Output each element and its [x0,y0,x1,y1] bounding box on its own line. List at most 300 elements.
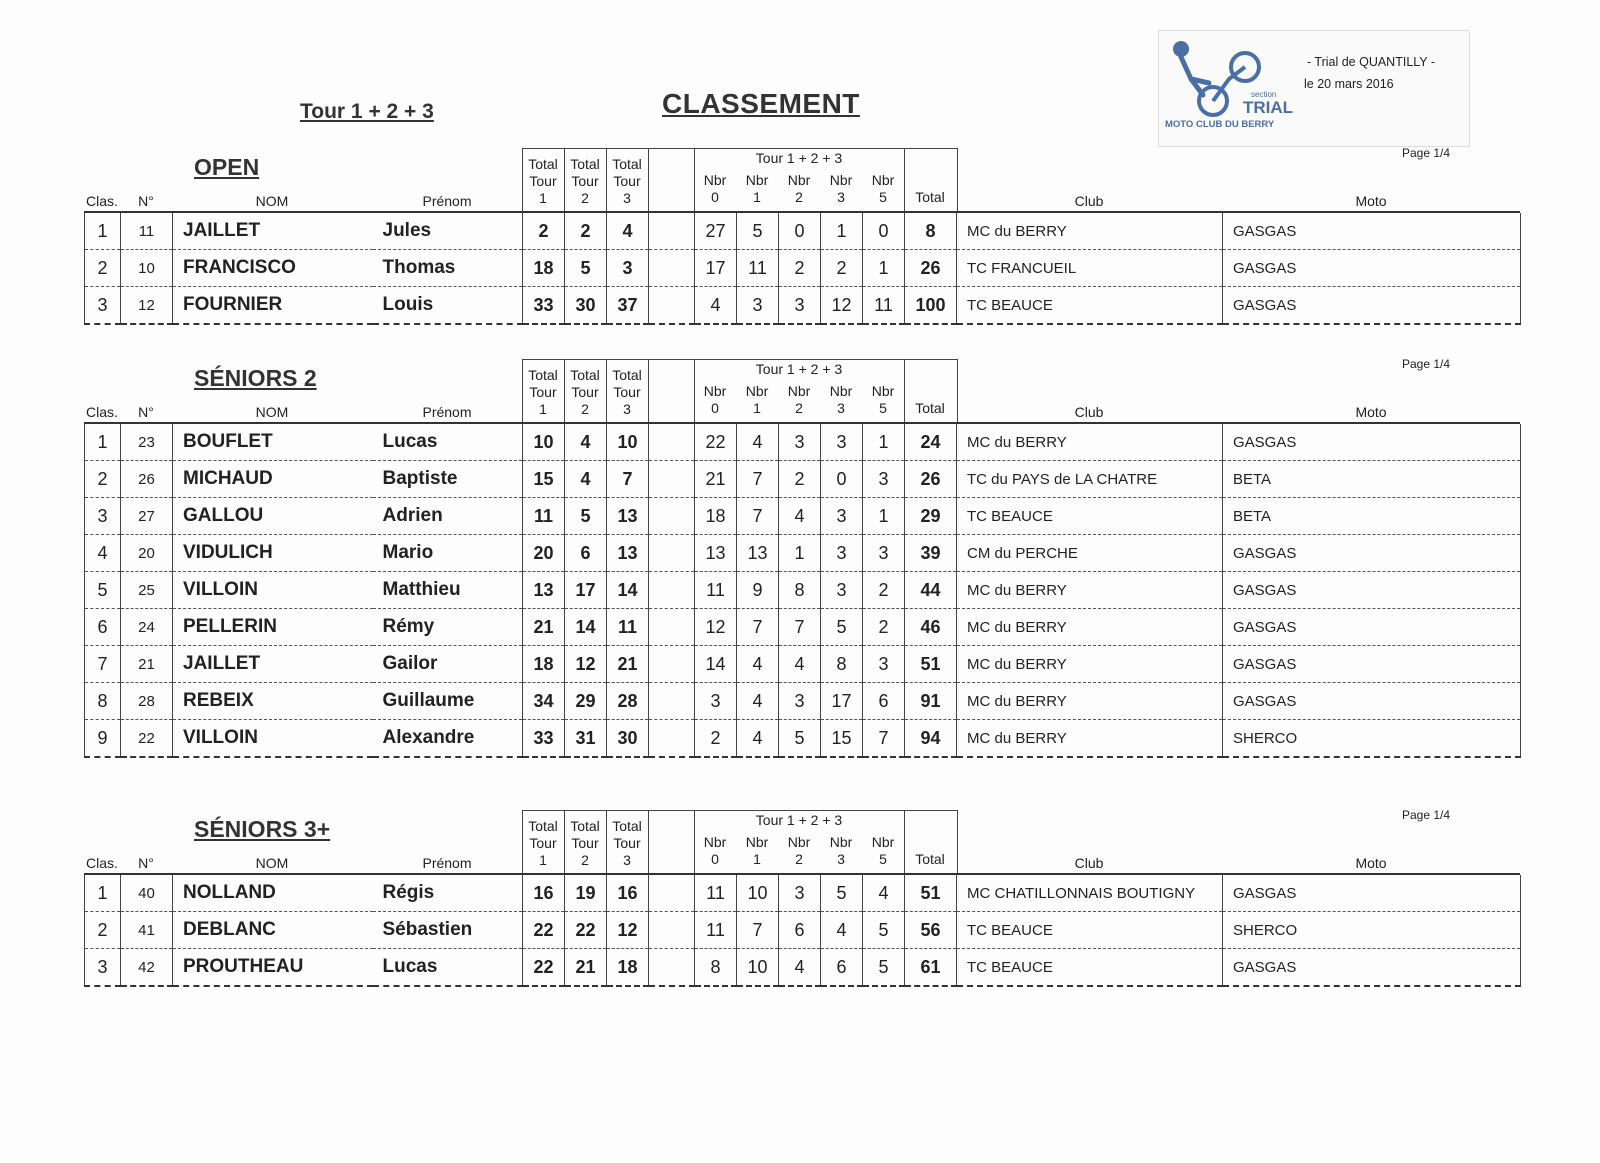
cell-nbr-0: 8 [695,949,737,987]
cell-rank: 6 [85,609,121,646]
table-row [85,461,1521,498]
cell-last-name: MICHAUD [173,461,373,498]
cell-total-tour-1: 21 [523,609,565,646]
nbr-word: Nbr [871,834,895,850]
cell-nbr-1: 9 [737,572,779,609]
cell-club: TC du PAYS de LA CHATRE [957,461,1223,498]
spacer-cell [649,912,695,949]
col-header-nbr [820,834,862,868]
cell-nbr-2: 1 [779,535,821,572]
col-header-nbr [694,834,736,868]
cell-club: MC CHATILLONNAIS BOUTIGNY [957,875,1223,912]
cell-nbr-2: 3 [779,875,821,912]
cell-total: 26 [905,250,957,287]
cell-rank: 3 [85,949,121,987]
cell-total-tour-3: 12 [607,912,649,949]
page-number: Page 1/4 [1402,146,1451,160]
cell-club: MC du BERRY [957,683,1223,720]
tour-word: Tour [529,835,557,851]
cell-total: 29 [905,498,957,535]
cell-nbr-2: 2 [779,250,821,287]
cell-nbr-1: 3 [737,287,779,325]
tour-number: 3 [623,190,631,206]
cell-total: 39 [905,535,957,572]
cell-first-name: Gailor [373,646,523,683]
event-date: le 20 mars 2016 [1304,77,1394,91]
cell-rank: 2 [85,250,121,287]
cell-total-tour-2: 19 [565,875,607,912]
cell-total-tour-2: 4 [565,461,607,498]
event-logo-box [1158,30,1470,147]
tour-word: Tour [613,384,641,400]
cell-nbr-5: 11 [863,287,905,325]
spacer-cell [649,646,695,683]
cell-total-tour-1: 18 [523,646,565,683]
nbr-word: Nbr [871,383,895,399]
nbr-word: Nbr [829,834,853,850]
cell-nbr-3: 5 [821,875,863,912]
cell-last-name: BOUFLET [173,424,373,461]
cell-last-name: GALLOU [173,498,373,535]
cell-rank: 5 [85,572,121,609]
col-header-moto: Moto [1355,193,1387,209]
cell-total-tour-3: 16 [607,875,649,912]
nbr-word: Nbr [787,383,811,399]
header-separator [648,148,649,212]
nbr-word: Nbr [703,172,727,188]
cell-total-tour-3: 14 [607,572,649,609]
cell-nbr-2: 7 [779,609,821,646]
table-row [85,646,1521,683]
cell-total-tour-1: 33 [523,720,565,758]
cell-total-tour-3: 4 [607,213,649,250]
cell-number: 11 [121,213,173,250]
col-header-group: Tour 1 + 2 + 3 [755,150,843,166]
tour-number: 1 [539,401,547,417]
col-header-total-tour [606,818,648,869]
cell-nbr-0: 11 [695,572,737,609]
tour-word: Tour [571,384,599,400]
nbr-number: 0 [711,400,719,416]
cell-first-name: Thomas [373,250,523,287]
nbr-word: Nbr [745,834,769,850]
cell-rank: 1 [85,875,121,912]
col-header-total-tour [522,367,564,418]
cell-club: TC BEAUCE [957,912,1223,949]
nbr-number: 0 [711,851,719,867]
col-header-club: Club [1074,193,1104,209]
cell-moto: GASGAS [1223,875,1521,912]
cell-nbr-1: 4 [737,720,779,758]
cell-rank: 2 [85,461,121,498]
cell-rank: 8 [85,683,121,720]
cell-number: 23 [121,424,173,461]
cell-total-tour-3: 7 [607,461,649,498]
cell-nbr-1: 4 [737,646,779,683]
cell-total-tour-1: 15 [523,461,565,498]
cell-nbr-1: 7 [737,498,779,535]
page-number: Page 1/4 [1402,357,1451,371]
col-header-nbr [820,172,862,206]
table-row [85,949,1521,987]
cell-nbr-3: 1 [821,213,863,250]
cell-club: MC du BERRY [957,609,1223,646]
col-header-nbr [736,172,778,206]
col-header-total: Total [915,851,945,867]
cell-nbr-1: 11 [737,250,779,287]
cell-total-tour-2: 17 [565,572,607,609]
cell-moto: BETA [1223,498,1521,535]
cell-nbr-3: 8 [821,646,863,683]
svg-text:MOTO CLUB DU BERRY: MOTO CLUB DU BERRY [1165,119,1275,130]
cell-last-name: VILLOIN [173,720,373,758]
cell-nbr-2: 3 [779,287,821,325]
cell-number: 25 [121,572,173,609]
cell-club: TC BEAUCE [957,498,1223,535]
nbr-number: 5 [879,400,887,416]
cell-nbr-3: 3 [821,498,863,535]
cell-rank: 1 [85,424,121,461]
cell-first-name: Lucas [373,424,523,461]
cell-moto: GASGAS [1223,949,1521,987]
table-row [85,250,1521,287]
nbr-number: 1 [753,851,761,867]
svg-text:section: section [1251,90,1277,99]
cell-first-name: Jules [373,213,523,250]
col-header-prenom: Prénom [422,855,472,871]
col-header-nom: NOM [255,193,289,209]
nbr-word: Nbr [787,172,811,188]
col-header-prenom: Prénom [422,404,472,420]
col-header-total: Total [915,400,945,416]
tour-word: Tour [529,384,557,400]
cell-nbr-2: 3 [779,683,821,720]
tour-word: Tour [529,173,557,189]
cell-nbr-2: 4 [779,949,821,987]
cell-total-tour-3: 37 [607,287,649,325]
cell-nbr-0: 21 [695,461,737,498]
col-header-nom: NOM [255,404,289,420]
tour-number: 2 [581,401,589,417]
col-header-nbr [862,172,904,206]
cell-nbr-3: 3 [821,535,863,572]
table-row [85,572,1521,609]
cell-moto: GASGAS [1223,250,1521,287]
cell-moto: GASGAS [1223,424,1521,461]
cell-nbr-3: 17 [821,683,863,720]
cell-last-name: FRANCISCO [173,250,373,287]
spacer-cell [649,535,695,572]
cell-total-tour-1: 34 [523,683,565,720]
col-header-group: Tour 1 + 2 + 3 [755,361,843,377]
cell-total: 8 [905,213,957,250]
cell-moto: GASGAS [1223,609,1521,646]
cell-total-tour-2: 12 [565,646,607,683]
cell-nbr-3: 3 [821,572,863,609]
cell-first-name: Louis [373,287,523,325]
cell-total-tour-3: 3 [607,250,649,287]
col-header-total-tour [564,818,606,869]
table-row [85,498,1521,535]
cell-nbr-5: 0 [863,213,905,250]
cell-total-tour-3: 11 [607,609,649,646]
col-header-total: Total [915,189,945,205]
col-header-nbr [736,383,778,417]
cell-club: MC du BERRY [957,572,1223,609]
cell-moto: SHERCO [1223,720,1521,758]
col-header-nbr [778,172,820,206]
cell-nbr-5: 4 [863,875,905,912]
header-separator [648,810,649,874]
section-title: SÉNIORS 3+ [194,816,331,842]
cell-nbr-5: 3 [863,646,905,683]
cell-total-tour-1: 2 [523,213,565,250]
nbr-number: 3 [837,851,845,867]
cell-total: 56 [905,912,957,949]
nbr-word: Nbr [703,383,727,399]
results-table [84,213,1521,325]
col-header-club: Club [1074,855,1104,871]
tour-number: 2 [581,852,589,868]
cell-total-tour-2: 29 [565,683,607,720]
cell-total-tour-1: 18 [523,250,565,287]
cell-moto: SHERCO [1223,912,1521,949]
cell-moto: GASGAS [1223,683,1521,720]
svg-text:TRIAL: TRIAL [1243,98,1294,117]
col-header-total-tour [564,156,606,207]
cell-nbr-0: 11 [695,912,737,949]
cell-moto: GASGAS [1223,535,1521,572]
cell-nbr-5: 6 [863,683,905,720]
cell-total-tour-2: 5 [565,250,607,287]
cell-nbr-5: 5 [863,949,905,987]
cell-rank: 7 [85,646,121,683]
col-header-nbr [820,383,862,417]
cell-first-name: Sébastien [373,912,523,949]
cell-total: 24 [905,424,957,461]
cell-number: 10 [121,250,173,287]
cell-total-tour-3: 13 [607,535,649,572]
table-row [85,720,1521,758]
nbr-number: 1 [753,189,761,205]
total-word: Total [612,367,642,383]
cell-total: 51 [905,646,957,683]
cell-total: 26 [905,461,957,498]
cell-number: 12 [121,287,173,325]
col-header-num: N° [138,404,154,420]
cell-club: MC du BERRY [957,424,1223,461]
cell-nbr-0: 18 [695,498,737,535]
cell-total-tour-1: 33 [523,287,565,325]
cell-total-tour-3: 10 [607,424,649,461]
cell-nbr-3: 5 [821,609,863,646]
col-header-nbr [778,383,820,417]
cell-first-name: Lucas [373,949,523,987]
cell-rank: 4 [85,535,121,572]
cell-nbr-1: 13 [737,535,779,572]
tour-word: Tour [571,173,599,189]
cell-club: MC du BERRY [957,213,1223,250]
cell-nbr-1: 4 [737,683,779,720]
cell-nbr-5: 7 [863,720,905,758]
tour-number: 3 [623,401,631,417]
spacer-cell [649,424,695,461]
cell-last-name: NOLLAND [173,875,373,912]
nbr-word: Nbr [745,172,769,188]
cell-total-tour-3: 21 [607,646,649,683]
cell-nbr-5: 1 [863,424,905,461]
event-name: - Trial de QUANTILLY - [1307,55,1436,69]
section-open [84,148,1520,341]
cell-rank: 9 [85,720,121,758]
cell-nbr-3: 2 [821,250,863,287]
total-word: Total [528,818,558,834]
cell-nbr-2: 4 [779,498,821,535]
cell-club: MC du BERRY [957,720,1223,758]
cell-moto: GASGAS [1223,213,1521,250]
cell-first-name: Mario [373,535,523,572]
total-word: Total [612,818,642,834]
cell-total: 44 [905,572,957,609]
cell-total: 100 [905,287,957,325]
tour-number: 1 [539,190,547,206]
table-row [85,287,1521,325]
cell-nbr-3: 6 [821,949,863,987]
cell-nbr-2: 8 [779,572,821,609]
cell-number: 22 [121,720,173,758]
cell-total-tour-2: 6 [565,535,607,572]
table-row [85,912,1521,949]
cell-first-name: Adrien [373,498,523,535]
tour-number: 1 [539,852,547,868]
cell-nbr-5: 3 [863,535,905,572]
spacer-cell [649,572,695,609]
section-title: OPEN [194,154,260,180]
nbr-number: 2 [795,189,803,205]
cell-nbr-2: 5 [779,720,821,758]
cell-nbr-1: 7 [737,609,779,646]
table-row [85,535,1521,572]
cell-total-tour-2: 22 [565,912,607,949]
cell-total-tour-2: 21 [565,949,607,987]
results-table [84,875,1521,987]
col-header-total-tour [606,367,648,418]
cell-first-name: Alexandre [373,720,523,758]
col-header-total-tour [564,367,606,418]
col-header-total-tour [522,156,564,207]
results-table [84,424,1521,758]
cell-nbr-3: 4 [821,912,863,949]
col-header-nbr [694,172,736,206]
cell-nbr-2: 4 [779,646,821,683]
cell-total-tour-2: 14 [565,609,607,646]
cell-total: 61 [905,949,957,987]
cell-first-name: Rémy [373,609,523,646]
col-header-prenom: Prénom [422,193,472,209]
table-row [85,424,1521,461]
section-seniors-3plus [84,810,1520,1003]
cell-nbr-3: 12 [821,287,863,325]
cell-club: CM du PERCHE [957,535,1223,572]
cell-club: TC BEAUCE [957,287,1223,325]
cell-nbr-2: 2 [779,461,821,498]
col-header-nom: NOM [255,855,289,871]
cell-nbr-0: 13 [695,535,737,572]
nbr-number: 0 [711,189,719,205]
cell-nbr-1: 7 [737,461,779,498]
section-seniors-2 [84,359,1520,786]
cell-nbr-0: 12 [695,609,737,646]
spacer-cell [649,287,695,325]
spacer-cell [649,720,695,758]
col-header-num: N° [138,855,154,871]
cell-moto: GASGAS [1223,646,1521,683]
nbr-number: 2 [795,851,803,867]
total-word: Total [612,156,642,172]
cell-nbr-5: 5 [863,912,905,949]
cell-club: MC du BERRY [957,646,1223,683]
tour-word: Tour [571,835,599,851]
cell-moto: GASGAS [1223,572,1521,609]
cell-nbr-1: 10 [737,949,779,987]
section-title: SÉNIORS 2 [194,365,317,391]
nbr-number: 1 [753,400,761,416]
cell-nbr-0: 11 [695,875,737,912]
col-header-num: N° [138,193,154,209]
page-title: CLASSEMENT [662,88,860,119]
col-header-club: Club [1074,404,1104,420]
cell-nbr-5: 1 [863,498,905,535]
cell-nbr-2: 0 [779,213,821,250]
cell-rank: 2 [85,912,121,949]
table-row [85,609,1521,646]
cell-last-name: FOURNIER [173,287,373,325]
cell-total-tour-3: 30 [607,720,649,758]
col-header-total-tour [522,818,564,869]
cell-nbr-0: 3 [695,683,737,720]
cell-total-tour-2: 4 [565,424,607,461]
cell-nbr-3: 15 [821,720,863,758]
cell-nbr-2: 6 [779,912,821,949]
cell-number: 26 [121,461,173,498]
cell-moto: GASGAS [1223,287,1521,325]
cell-nbr-0: 14 [695,646,737,683]
cell-number: 40 [121,875,173,912]
cell-total-tour-2: 2 [565,213,607,250]
col-header-total-tour [606,156,648,207]
cell-first-name: Matthieu [373,572,523,609]
table-row [85,875,1521,912]
total-word: Total [528,156,558,172]
cell-nbr-1: 10 [737,875,779,912]
cell-nbr-2: 3 [779,424,821,461]
spacer-cell [649,683,695,720]
cell-total: 94 [905,720,957,758]
cell-nbr-0: 2 [695,720,737,758]
col-header-nbr [736,834,778,868]
cell-total-tour-1: 20 [523,535,565,572]
cell-nbr-1: 5 [737,213,779,250]
cell-last-name: VIDULICH [173,535,373,572]
cell-first-name: Guillaume [373,683,523,720]
spacer-cell [649,498,695,535]
col-header-nbr [778,834,820,868]
nbr-word: Nbr [703,834,727,850]
col-header-clas: Clas. [86,193,118,209]
header-separator [648,359,649,423]
total-word: Total [570,367,600,383]
cell-total-tour-1: 22 [523,949,565,987]
